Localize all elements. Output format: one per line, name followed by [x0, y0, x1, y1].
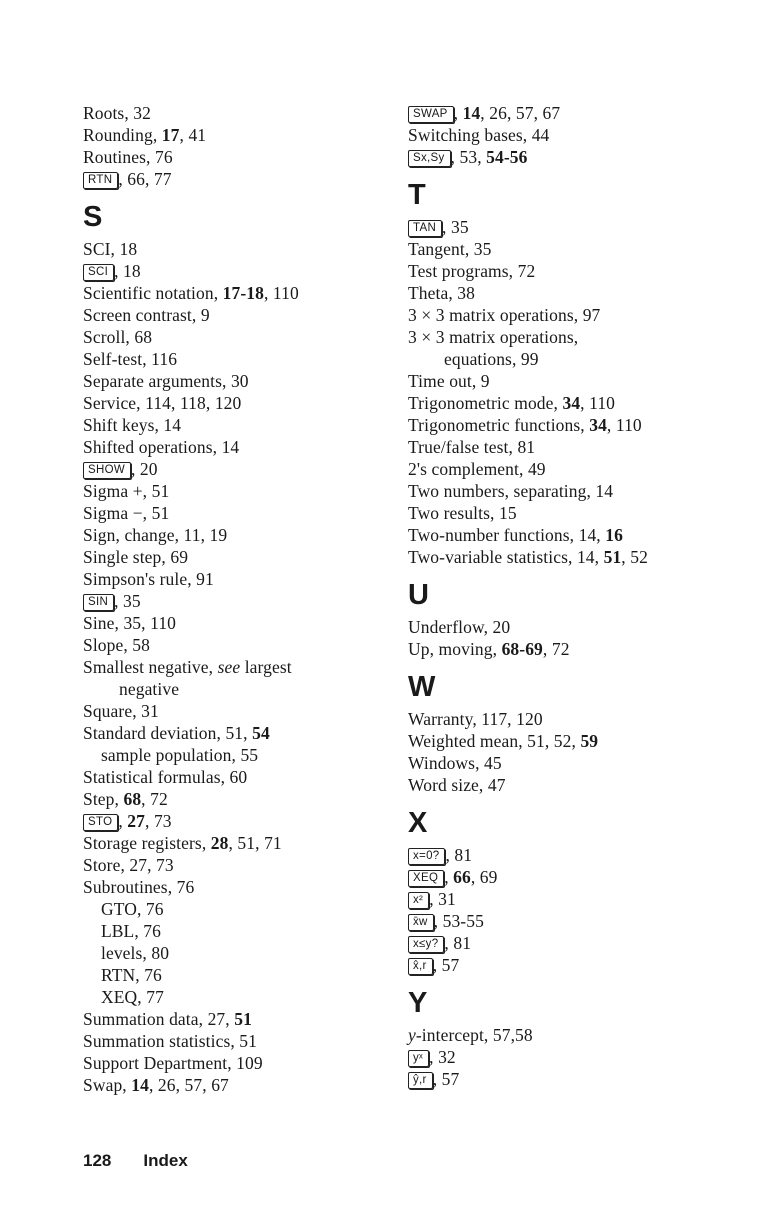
entry-text: Simpson's rule, 91	[83, 569, 214, 589]
entry-text: , 31	[429, 889, 456, 909]
index-entry	[408, 844, 748, 866]
entry-text: , 35	[442, 217, 469, 237]
index-entry	[83, 1074, 383, 1096]
entry-text: Trigonometric mode,	[408, 393, 563, 413]
entry-text: 2's complement, 49	[408, 459, 546, 479]
primary-page-ref: 27	[127, 811, 145, 831]
entry-text: largest	[240, 657, 292, 677]
entry-text: 3 × 3 matrix operations,	[408, 327, 579, 347]
section-letter-heading: S	[83, 201, 103, 233]
entry-text: , 51, 71	[228, 833, 282, 853]
primary-page-ref: 34	[562, 393, 581, 413]
entry-text: , 18	[114, 261, 141, 281]
index-entry	[83, 524, 383, 546]
entry-text: Sigma −, 51	[83, 503, 170, 523]
primary-page-ref: 68-69	[501, 639, 543, 659]
index-column-left	[83, 102, 383, 1096]
entry-text: SCI, 18	[83, 239, 138, 259]
entry-text: Statistical formulas, 60	[83, 767, 248, 787]
entry-text: , 110	[606, 415, 642, 435]
index-entry	[408, 638, 748, 660]
index-entry	[408, 370, 748, 392]
index-entry	[408, 304, 748, 326]
index-entry	[83, 124, 383, 146]
entry-text: Shifted operations, 14	[83, 437, 240, 457]
entry-text: Screen contrast, 9	[83, 305, 210, 325]
entry-text: Subroutines, 76	[83, 877, 195, 897]
entry-text: Routines, 76	[83, 147, 173, 167]
index-entry	[83, 260, 383, 282]
index-entry	[408, 524, 748, 546]
index-entry	[83, 700, 383, 722]
index-entry	[408, 888, 748, 910]
primary-page-ref: 14	[131, 1075, 149, 1095]
calculator-key-icon: x≤y?	[408, 936, 444, 953]
calculator-key-icon: ŷ,r	[408, 1072, 433, 1089]
index-entry	[408, 216, 748, 238]
entry-text: Step,	[83, 789, 124, 809]
entry-text: Service, 114, 118, 120	[83, 393, 242, 413]
index-entry	[83, 1052, 383, 1074]
index-entry	[408, 392, 748, 414]
primary-page-ref: 16	[605, 525, 623, 545]
index-subentry	[83, 898, 383, 920]
primary-page-ref: 59	[580, 731, 599, 751]
entry-text: Sign, change, 11, 19	[83, 525, 228, 545]
entry-text: , 57	[432, 955, 460, 975]
calculator-key-icon: XEQ	[408, 870, 444, 887]
entry-text: , 32	[429, 1047, 456, 1067]
index-entry	[408, 752, 748, 774]
primary-page-ref: 28	[210, 833, 229, 853]
index-entry	[83, 502, 383, 524]
entry-text: Weighted mean, 51, 52,	[408, 731, 581, 751]
entry-text: ,	[453, 103, 463, 123]
entry-text: Windows, 45	[408, 753, 502, 773]
entry-text: Summation data, 27,	[83, 1009, 235, 1029]
index-entry	[83, 1030, 383, 1052]
entry-text: Trigonometric functions,	[408, 415, 590, 435]
page-footer	[83, 1151, 188, 1171]
index-subentry	[83, 942, 383, 964]
entry-text: , 41	[179, 125, 207, 145]
entry-text: Rounding,	[83, 125, 162, 145]
entry-text: Theta, 38	[408, 283, 475, 303]
index-entry	[408, 502, 748, 524]
entry-text: RTN, 76	[101, 965, 162, 985]
index-entry	[408, 326, 748, 370]
index-entry	[408, 954, 748, 976]
entry-text: LBL, 76	[101, 921, 162, 941]
entry-text: levels, 80	[101, 943, 170, 963]
entry-text: GTO, 76	[101, 899, 164, 919]
index-entry	[83, 810, 383, 832]
index-column-right	[408, 102, 748, 1090]
entry-text: Storage registers,	[83, 833, 211, 853]
index-entry	[83, 326, 383, 348]
primary-page-ref: 14	[462, 103, 481, 123]
index-entry	[83, 854, 383, 876]
primary-page-ref: 68	[123, 789, 142, 809]
index-entry	[83, 414, 383, 436]
calculator-key-icon: x̄w	[408, 914, 434, 931]
index-entry	[83, 568, 383, 590]
section-letter-heading: X	[408, 807, 428, 839]
entry-text: Scroll, 68	[83, 327, 153, 347]
index-entry	[83, 612, 383, 634]
index-entry	[408, 708, 748, 730]
index-entry	[83, 392, 383, 414]
entry-text: Slope, 58	[83, 635, 151, 655]
page-number: 128	[83, 1151, 112, 1170]
entry-text: , 81	[445, 845, 473, 865]
entry-text: Sine, 35, 110	[83, 613, 177, 633]
entry-text: , 26, 57, 67	[480, 103, 561, 123]
index-entry	[83, 168, 383, 190]
entry-text: Square, 31	[83, 701, 159, 721]
entry-text: XEQ, 77	[101, 987, 164, 1007]
index-entry	[408, 282, 748, 304]
entry-text: Standard deviation, 51,	[83, 723, 253, 743]
index-entry	[83, 832, 383, 854]
entry-text: , 110	[580, 393, 616, 413]
calculator-key-icon: x=0?	[408, 848, 445, 865]
index-entry	[83, 766, 383, 788]
index-subentry	[83, 986, 383, 1008]
entry-text: , 57	[432, 1069, 460, 1089]
index-subentry	[83, 964, 383, 986]
entry-text: , 110	[263, 283, 299, 303]
entry-text: True/false test, 81	[408, 437, 536, 457]
calculator-key-icon: TAN	[408, 220, 442, 237]
entry-text: ,	[444, 867, 454, 887]
index-entry	[408, 546, 748, 568]
entry-text: , 81	[444, 933, 472, 953]
index-entry	[83, 634, 383, 656]
italic-text: see	[217, 657, 241, 677]
index-entry	[83, 436, 383, 458]
index-entry	[83, 458, 383, 480]
index-entry	[83, 656, 383, 700]
entry-continuation: negative	[119, 679, 180, 699]
entry-text: Single step, 69	[83, 547, 189, 567]
entry-text: Separate arguments, 30	[83, 371, 249, 391]
index-entry	[408, 480, 748, 502]
index-entry	[408, 414, 748, 436]
calculator-key-icon: x²	[408, 892, 429, 909]
section-letter-heading: T	[408, 179, 426, 211]
index-entry	[83, 722, 383, 744]
entry-text: Test programs, 72	[408, 261, 536, 281]
entry-text: -intercept, 57,58	[415, 1025, 533, 1045]
entry-continuation: equations, 99	[444, 349, 539, 369]
entry-text: , 53-55	[433, 911, 484, 931]
index-entry	[408, 774, 748, 796]
index-entry	[83, 238, 383, 260]
calculator-key-icon: SHOW	[83, 462, 131, 479]
entry-text: Scientific notation,	[83, 283, 223, 303]
primary-page-ref: 17-18	[222, 283, 264, 303]
primary-page-ref: 66	[453, 867, 471, 887]
index-entry	[408, 616, 748, 638]
index-entry	[83, 370, 383, 392]
index-entry	[408, 932, 748, 954]
entry-text: , 72	[542, 639, 570, 659]
entry-text: , 35	[114, 591, 141, 611]
entry-text: Two results, 15	[408, 503, 517, 523]
index-entry	[408, 436, 748, 458]
index-entry	[408, 730, 748, 752]
entry-text: , 69	[470, 867, 498, 887]
calculator-key-icon: SIN	[83, 594, 114, 611]
entry-text: Switching bases, 44	[408, 125, 550, 145]
index-entry	[83, 788, 383, 810]
entry-text: , 53,	[450, 147, 487, 167]
index-entry	[408, 1046, 748, 1068]
entry-text: , 52	[621, 547, 648, 567]
index-entry	[408, 102, 748, 124]
entry-text: , 73	[145, 811, 172, 831]
entry-text: , 72	[141, 789, 168, 809]
primary-page-ref: 51	[603, 547, 622, 567]
entry-text: Shift keys, 14	[83, 415, 182, 435]
entry-text: 3 × 3 matrix operations, 97	[408, 305, 601, 325]
index-entry	[83, 876, 383, 898]
index-entry	[83, 480, 383, 502]
calculator-key-icon: RTN	[83, 172, 118, 189]
calculator-key-icon: yˣ	[408, 1050, 429, 1067]
calculator-key-icon: SCI	[83, 264, 114, 281]
index-entry	[408, 458, 748, 480]
entry-text: Tangent, 35	[408, 239, 492, 259]
entry-text: Time out, 9	[408, 371, 490, 391]
index-entry	[408, 910, 748, 932]
calculator-key-icon: SWAP	[408, 106, 454, 123]
entry-text: Two-number functions, 14,	[408, 525, 606, 545]
entry-text: Two-variable statistics, 14,	[408, 547, 604, 567]
entry-text: , 66, 77	[118, 169, 172, 189]
calculator-key-icon: x̂,r	[408, 958, 433, 975]
index-entry	[408, 1024, 748, 1046]
index-entry	[83, 348, 383, 370]
index-entry	[83, 102, 383, 124]
index-subentry	[83, 744, 383, 766]
index-entry	[408, 124, 748, 146]
primary-page-ref: 17	[161, 125, 180, 145]
index-entry	[83, 304, 383, 326]
footer-section-title: Index	[143, 1151, 188, 1170]
calculator-key-icon: Sx,Sy	[408, 150, 451, 167]
calculator-key-icon: STO	[83, 814, 118, 831]
entry-text: Swap,	[83, 1075, 132, 1095]
entry-text: Up, moving,	[408, 639, 502, 659]
primary-page-ref: 51	[234, 1009, 252, 1029]
entry-text: Self-test, 116	[83, 349, 178, 369]
index-entry	[408, 260, 748, 282]
entry-text: Sigma +, 51	[83, 481, 170, 501]
primary-page-ref: 54-56	[486, 147, 528, 167]
entry-text: Summation statistics, 51	[83, 1031, 257, 1051]
entry-text: Underflow, 20	[408, 617, 511, 637]
entry-text: Support Department, 109	[83, 1053, 263, 1073]
entry-text: , 20	[130, 459, 158, 479]
index-entry	[83, 282, 383, 304]
index-entry	[83, 546, 383, 568]
primary-page-ref: 54	[252, 723, 270, 743]
section-letter-heading: W	[408, 671, 436, 703]
entry-text: , 26, 57, 67	[148, 1075, 229, 1095]
primary-page-ref: 34	[589, 415, 607, 435]
index-entry	[83, 1008, 383, 1030]
entry-text: Word size, 47	[408, 775, 506, 795]
italic-text: y	[408, 1025, 416, 1045]
entry-text: ,	[118, 811, 128, 831]
entry-text: Store, 27, 73	[83, 855, 174, 875]
entry-text: Warranty, 117, 120	[408, 709, 543, 729]
index-subentry	[83, 920, 383, 942]
entry-text: Smallest negative,	[83, 657, 218, 677]
section-letter-heading: U	[408, 579, 429, 611]
index-entry	[408, 1068, 748, 1090]
index-entry	[408, 866, 748, 888]
index-entry	[408, 238, 748, 260]
entry-text: sample population, 55	[101, 745, 259, 765]
index-entry	[83, 146, 383, 168]
index-entry	[408, 146, 748, 168]
entry-text: Roots, 32	[83, 103, 151, 123]
section-letter-heading: Y	[408, 987, 428, 1019]
index-entry	[83, 590, 383, 612]
entry-text: Two numbers, separating, 14	[408, 481, 614, 501]
